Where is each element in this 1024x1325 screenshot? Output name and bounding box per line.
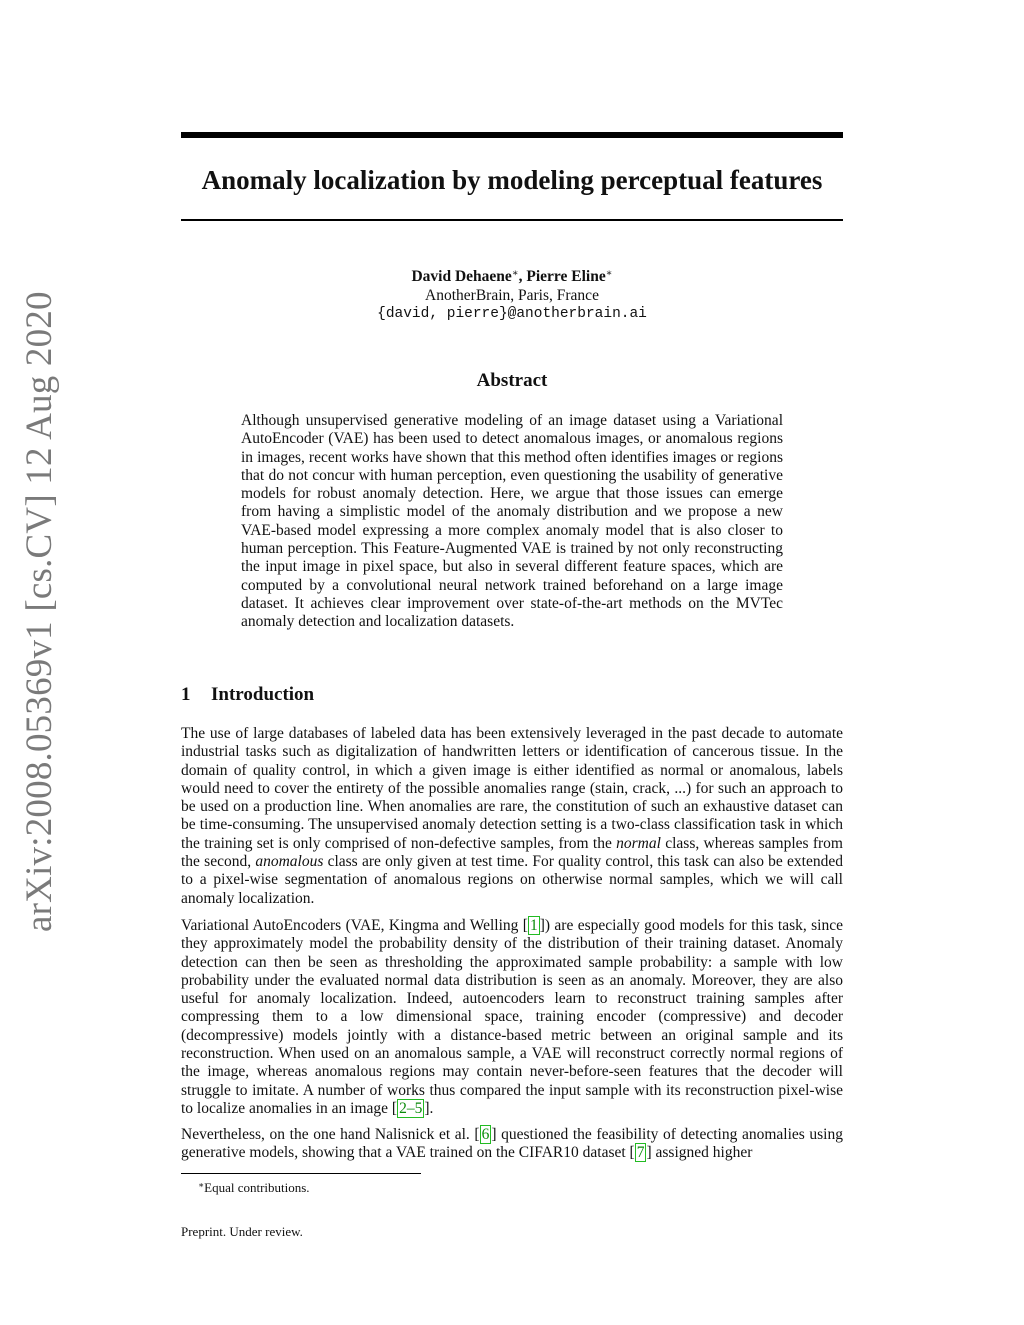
author-name-1: David Dehaene xyxy=(411,268,512,285)
paragraph-text: ] questioned the feasibility of detecting anomalies using generative models, showing that a VAE trained on the CIFAR10 dataset [ xyxy=(181,1126,843,1162)
affiliation: AnotherBrain, Paris, France xyxy=(425,287,599,304)
paragraph-text: ] assigned higher xyxy=(646,1144,753,1162)
citation-link-6[interactable]: 6 xyxy=(481,1126,490,1143)
preprint-footer: Preprint. Under review. xyxy=(181,1224,303,1239)
paragraph-text: The use of large databases of labeled data has been extensively leveraged in the past decade to automate industrial tasks such as digitalization of handwritten letters or identification of cancerous tissue. In the domain of quality control, in which a given image is either identified as normal or anomalous, labels would need to cover the entirety of the possible anomalies range (stain, crack, ...) for such an approach to be used on a production line. When anomalies are rare, the constitution of such an exhaustive dataset can be time-consuming. The unsupervised anomaly detection setting is a two-class classification task in which the training set is only comprised of non-defective samples, from the xyxy=(181,725,843,852)
paragraph-text: class, whereas samples from the second, xyxy=(181,834,843,871)
footnote-equal-contributions xyxy=(198,1177,310,1196)
paragraph-text: Variational AutoEncoders (VAE, Kingma and Welling [ xyxy=(181,917,528,934)
citation-link-2-5[interactable]: 2–5 xyxy=(399,1099,423,1117)
intro-paragraph-3 xyxy=(181,1126,843,1163)
section-number: 1 xyxy=(181,684,191,705)
author-2-footnote-mark: ∗ xyxy=(605,268,613,279)
intro-paragraph-2 xyxy=(181,917,843,1118)
emphasis-anomalous: anomalous xyxy=(255,853,324,871)
title-top-rule xyxy=(181,132,843,138)
section-heading-introduction xyxy=(181,683,843,707)
footnote-text: Equal contributions. xyxy=(204,1180,310,1195)
author-email: {david, pierre}@anotherbrain.ai xyxy=(377,306,647,322)
paragraph-text: ]) are especially good models for this task, since they approximately model the probability density of the distribution of their training dataset. Anomaly detection can then be seen as thresholding the approximated sample probability: a sample with low probability under the evaluated normal data distribution is seen as an anomaly. Moreover, they are also useful for anomaly localization. Indeed, autoencoders learn to reconstruct training samples after compressing them to a low dimensional space, training encoder (compressive) and decoder (decompressive) models jointly with a distance-based metric between an original sample and its reconstruction. When used on an anomalous sample, a VAE will reconstruct correctly normal regions of the image, whereas anomalous regions may contain never-before-seen features that the decoder will struggle to imitate. A number of works thus compared the input sample with its reconstruction pixel-wise to localize anomalies in an image [ xyxy=(181,917,843,1117)
emphasis-normal: normal xyxy=(616,834,661,852)
footnote-rule xyxy=(181,1173,421,1174)
intro-paragraph-1 xyxy=(181,725,843,908)
author-name-2: , Pierre Eline xyxy=(518,268,606,285)
citation-link-1[interactable]: 1 xyxy=(529,917,538,934)
paragraph-text: ]. xyxy=(424,1099,434,1117)
abstract-text: Although unsupervised generative modeling of an image dataset using a Variational AutoEncoder (VAE) has been used to detect anomalous images, or anomalous regions in images, recent works have shown that this method often identifies images or regions that do not concur with human perception, even questioning the usability of generative models for robust anomaly detection. Here, we argue that those issues can emerge from having a simplistic model of the anomaly distribution and we propose a new VAE-based model expressing a more complex anomaly model that is also closer to human perception. This Feature-Augmented VAE is trained by not only reconstructing the input image in pixel space, but also in several different feature spaces, which are computed by a convolutional neural network trained beforehand on a large image dataset. It achieves clear improvement over state-of-the-art methods on the MVTec anomaly detection and localization datasets. xyxy=(241,412,783,631)
author-block xyxy=(181,264,843,324)
footnote-mark: ∗ xyxy=(198,1180,205,1190)
section-title: Introduction xyxy=(211,684,315,705)
paragraph-text: Nevertheless, on the one hand Nalisnick et al. [ xyxy=(181,1126,480,1143)
paragraph-text: class are only given at test time. For quality control, this task can also be extended to a pixel-wise segmentation of anomalous regions on otherwise normal samples, which we will call anomaly localization. xyxy=(181,853,843,907)
author-1-footnote-mark: ∗ xyxy=(511,268,519,279)
paper-title: Anomaly localization by modeling perceptual features xyxy=(201,165,823,195)
citation-link-7[interactable]: 7 xyxy=(636,1144,645,1162)
arxiv-identifier: arXiv:2008.05369v1 [cs.CV] 12 Aug 2020 xyxy=(19,291,60,932)
title-bottom-rule xyxy=(181,219,843,221)
abstract-heading: Abstract xyxy=(476,370,548,391)
author-names xyxy=(181,264,843,286)
